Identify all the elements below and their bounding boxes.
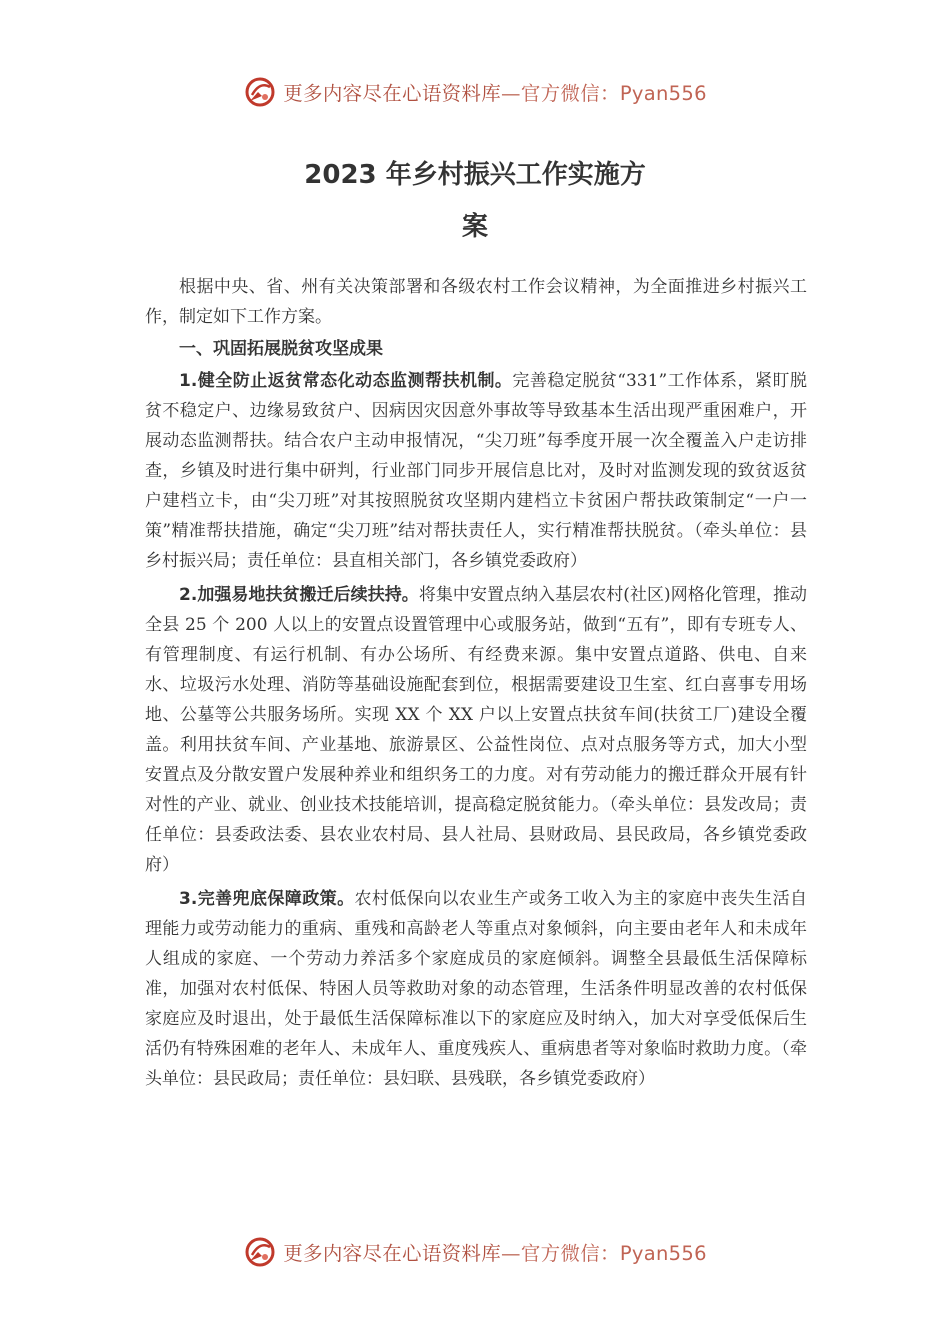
watermark-text: 更多内容尽在心语资料库—官方微信：Pyan556 [283, 1242, 707, 1265]
watermark-text: 更多内容尽在心语资料库—官方微信：Pyan556 [283, 82, 707, 105]
item-body: 完善稳定脱贫“331”工作体系，紧盯脱贫不稳定户、边缘易致贫户、因病因灾因意外事故等导致基本生活出现严重困难户，开展动态监测帮扶。结合农户主动申报情况，“尖刀班”每季度开展一次全覆盖入户走访排查，乡镇及时进行集中研判，行业部门同步开展信息比对，及时对监测发现的致贫返贫户建档立卡，由“尖刀班”对其按照脱贫攻坚期内建档立卡贫困户帮扶政策制定“一户一策”精准帮扶措施，确定“尖刀班”结对帮扶责任人，实行精准帮扶脱贫。（牵头单位：县乡村振兴局；责任单位：县直相关部门，各乡镇党委政府） [145, 371, 807, 571]
item-body: 将集中安置点纳入基层农村(社区)网格化管理，推动全县 25 个 200 人以上的安置点设置管理中心或服务站，做到“五有”，即有专班专人、有管理制度、有运行机制、有办公场所、有经费来源。集中安置点道路、供电、自来水、垃圾污水处理、消防等基础设施配套到位，根据需要建设卫生室、红白喜事专用场地、公墓等公共服务场所。实现 XX 个 XX 户以上安置点扶贫车间(扶贫工厂)建设全覆盖。利用扶贫车间、产业基地、旅游景区、公益性岗位、点对点服务等方式，加大小型安置点及分散安置户发展种养业和组织务工的力度。对有劳动能力的搬迁群众开展有针对性的产业、就业、创业技术技能培训，提高稳定脱贫能力。（牵头单位：县发改局；责任单位：县委政法委、县农业农村局、县人社局、县财政局、县民政局，各乡镇党委政府） [145, 585, 808, 875]
brand-logo-icon [243, 75, 277, 109]
item-lead: 2.加强易地扶贫搬迁后续扶持。 [179, 585, 419, 605]
brand-logo-icon [243, 1235, 277, 1269]
item-lead: 3.完善兜底保障政策。 [179, 889, 355, 909]
intro-paragraph: 根据中央、省、州有关决策部署和各级农村工作会议精神，为全面推进乡村振兴工作，制定如下工作方案。 [145, 277, 807, 327]
list-item [145, 580, 807, 880]
list-item [145, 884, 807, 1094]
watermark-banner-bottom [0, 1230, 950, 1274]
item-body: 农村低保向以农业生产或务工收入为主的家庭中丧失生活自理能力或劳动能力的重病、重残和高龄老人等重点对象倾斜，向主要由老年人和未成年人组成的家庭、一个劳动力养活多个家庭成员的家庭倾斜。调整全县最低生活保障标准，加强对农村低保、特困人员等救助对象的动态管理，生活条件明显改善的农村低保家庭应及时退出，处于最低生活保障标准以下的家庭应及时纳入，加大对享受低保后生活仍有特殊困难的老年人、未成年人、重度残疾人、重病患者等对象临时救助力度。（牵头单位：县民政局；责任单位：县妇联、县残联，各乡镇党委政府） [145, 889, 808, 1089]
document-body [145, 272, 807, 1094]
document-title-line1: 2023 年乡村振兴工作实施方 [304, 160, 646, 190]
list-item [145, 366, 807, 576]
section-heading: 一、巩固拓展脱贫攻坚成果 [179, 339, 383, 359]
document-title-line2: 案 [461, 212, 488, 242]
item-lead: 1.健全防止返贫常态化动态监测帮扶机制。 [179, 371, 513, 391]
watermark-banner-top [0, 70, 950, 114]
